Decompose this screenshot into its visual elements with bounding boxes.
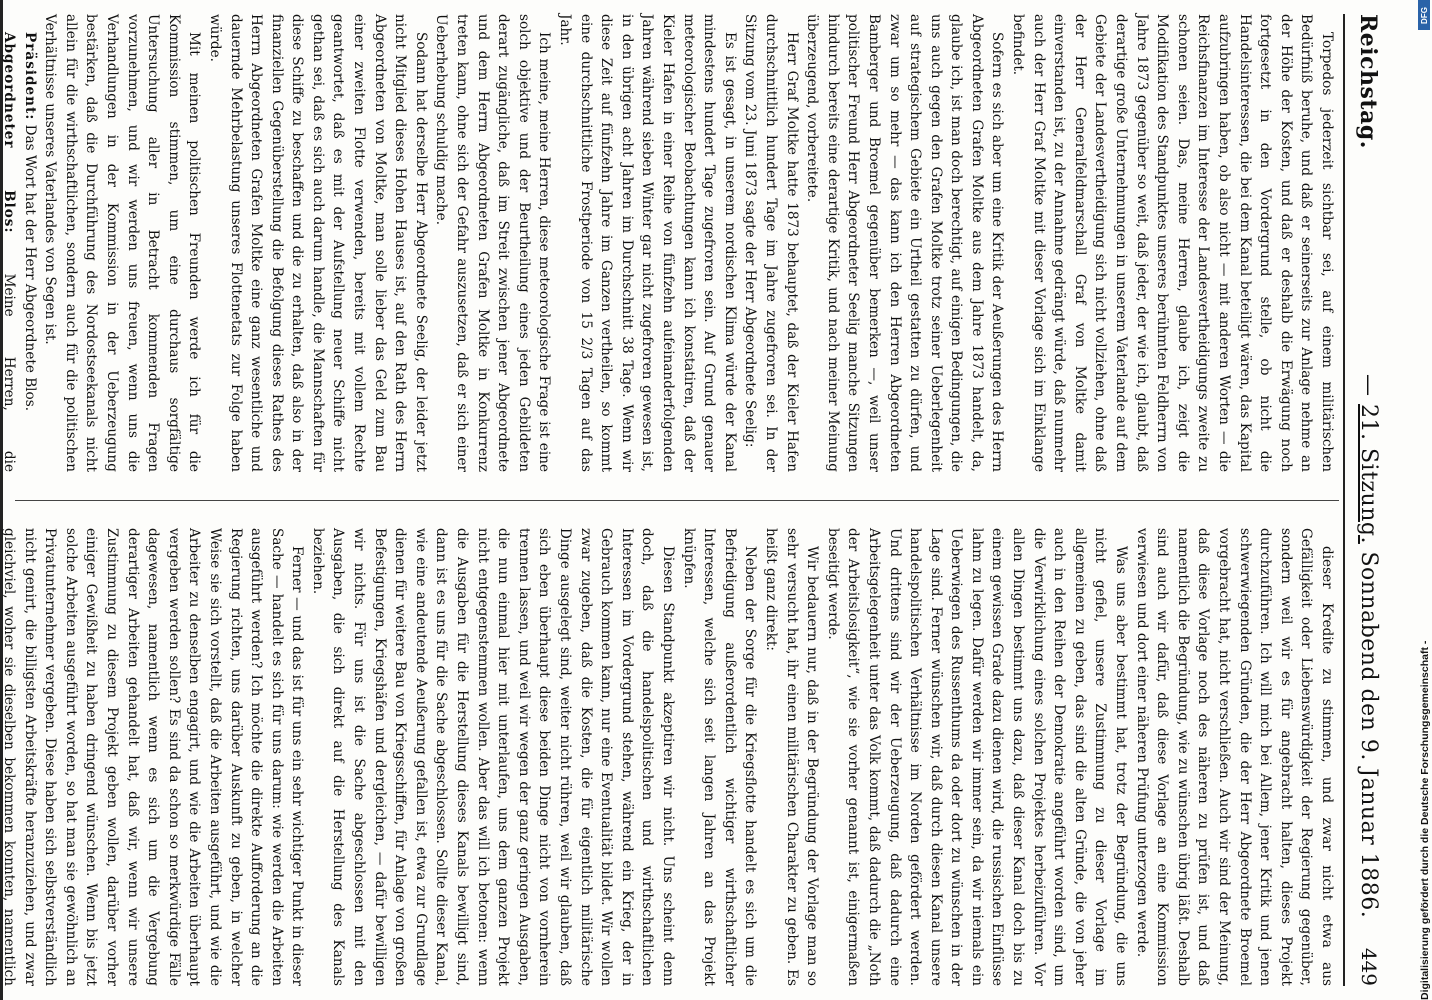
paragraph: Diesen Standpunkt akzeptiren wir nicht. Uns scheint denn doch, daß die handelspolitischen und wirthschaftlichen Interessen im Vordergrund stehen, während ein Krieg, der in Gebrauch kommen kann, nur eine Eventualität bildet. Wir wollen zwar zugeben, daß die Kosten, die für eigentlich militärische Dinge ausgelegt sind, weiter nicht rühren, weil wir glauben, daß sich eben überhaupt diese beiden Dinge nicht von vornherein trennen lassen, und weil wir wegen der ganz geringen Ausgaben, die nun einmal hier mit unterlaufen, uns dem ganzen Projekt nicht entgegenstemmen wollen. Aber das will ich betonen: wenn die Ausgaben für die Herstellung dieses Kanals bewilligt sind, dann ist es uns für die Sache abgeschlossen. Sollte dieser Kanal, wie eine andeutende Aeußerung gefallen ist, etwa zur Grundlage dienen für weitere Bau von Kriegsschiffen, für Anlage von großen Befestigungen, Kriegshäfen und dergleichen, — dafür bewilligen wir nichts. Für uns ist die Sache abgeschlossen mit den Ausgaben, die sich direkt auf die Herstellung des Kanals beziehen. — [309, 528, 676, 986]
quotation: Es ist gesagt, in unserem nordischen Klima würde der Kanal mindestens hundert Tage zugefroren sein. Auf Grund genauer meteorologischer Beobachtungen kann ich konstatiren, daß der Kieler Hafen in einer Reihe von fünfzehn aufeinanderfolgenden Jahren während sieben Winter gar nicht zugefroren gewesen ist, in den übrigen acht Jahren im Durchschnitt 38 Tage. Wenn wir diese Zeit auf fünfzehn Jahre im Ganzen vertheilen, so kommt eine durchschnittliche Frostperiode von 15 2/3 Tagen auf das Jahr. — [557, 14, 738, 472]
dfg-logo-icon — [1418, 0, 1430, 30]
header-session — [1356, 374, 1381, 918]
header-session-number: 21. Sitzung. — [1356, 404, 1381, 544]
blos-statement — [0, 14, 19, 472]
speaker-label: Präsident: — [21, 32, 38, 121]
paragraph: Sofern es sich aber um eine Kritik der Aeußerungen des Herrn Abgeordneten Grafen Moltke aus dem Jahre 1873 handelt, da, glaube ich, ist man doch berechtigt, auf einigen Bedingungen, die uns auch gegen den Grafen Moltke trotz seiner Ueberlegenheit auf strategischem Gebiete ein Urtheil gestatten zu dürfen, und zwar um so mehr — das kann ich den Herren Abgeordneten Bamberger und Broemel gegenüber bemerken —, weil unser politischer Freund Herr Abgeordneter Seelig manche Sitzungen hindurch bereits eine derartige Kritik, und nach meiner Meinung überzeugend, vorbereitete. — [804, 14, 1006, 472]
paragraph: Mit meinen politischen Freunden werde ich für die Kommission stimmen, um eine durchaus sorgfältige Untersuchung aller in Betracht kommenden Fragen vorzunehmen, und wir werden uns freuen, wenn uns die Verhandlungen in der Kommission in der Ueberzeugung bestärken, daß die Durchführung des Nordostseekanals nicht allein für die wirthschaftlichen, sondern auch für die politischen Verhältnisse unseres Vaterlandes von Segen ist. — [42, 14, 203, 472]
speaker-label: Abgeordneter Blos: — [1, 32, 17, 234]
quotation: Neben der Sorge für die Kriegsflotte handelt es sich um die Befriedigung außerordentlich wichtiger wirthschaftlicher Interessen, welche sich seit langen Jahren an das Projekt knüpfen. — [680, 528, 759, 986]
paragraph: Ich meine, meine Herren, diese meteorologische Frage ist eine solch objektive und der Beurtheilung eines jeden Gebildeten derart zugängliche, daß im Streit zwischen jener Abgeordnete und dem Herrn Abgeordneten Grafen Moltke in Konkurrenz treten kann, ohne sich der Gefahr auszusetzen, daß er sich einer Ueberhebung schuldig mache. — [433, 14, 553, 472]
page-header — [1343, 14, 1385, 986]
column-divider — [15, 500, 1339, 501]
header-publication: Reichstag. — [1355, 14, 1381, 149]
paragraph: Wir bedauern nur, daß in der Begründung der Vorlage man so sehr versucht hat, ihr einen militärischen Charakter zu geben. Es heißt ganz direkt: — [762, 528, 821, 986]
page-number: 449 — [1357, 947, 1381, 986]
paragraph: Was uns aber bestimmt hat, trotz der Begründung, die uns nicht gefiel, unsere Zustimmung zu dieser Vorlage im allgemeinen zu geben, das sind die alten Gründe, die von jeher auch in den Reihen der Demokratie angeführt worden sind, um die Verwirklichung eines solchen Projektes herbeizuführen. Vor allen Dingen bestimmt uns dazu, daß dieser Kanal doch bis zu einem gewissen Grade dazu dienen wird, die russischen Einflüsse lahm zu legen. Dafür werden wir immer sein, da wir niemals ein Ueberwiegen des Russenthums da oder dort zu wünschen in der Lage sind. Ferner wünschen wir, daß durch diesen Kanal unsere handelspolitischen Verhältnisse im Norden gefördert werden. Und drittens sind wir der Ueberzeugung, daß dadurch eine Arbeitsgelegenheit unter das Volk kommt, daß dadurch die „Noth der Arbeitslosigkeit“, wie sie vorher genannt ist, einigermaßen beseitigt werde. — [824, 528, 1130, 986]
left-column — [1, 14, 1337, 472]
header-date: Sonnabend den 9. Januar 1886. — [1356, 551, 1381, 919]
paragraph: Torpedos jederzeit sichtbar sei, auf einem militärischen Bedürfniß beruhe, und daß er seinerseits zur Anlage nehme an der Höhe der Kosten, und daß er deshalb die Erwägung noch fortgesetzt in den Vordergrund stelle, ob nicht die Handelsinteressen, die bei dem Kanal beteiligt wären, das Kapital aufzubringen haben, ob also nicht — mit anderen Worten — die Reichsfinanzen im Interesse der Landesvertheidigungs zweite zu schonen seien. Das, meine Herren, glaube ich, zeigt die Modifikation des Standpunktes unseres berühmten Feldherrn von Jahre 1873 gegenüber so weit, daß jeder, der wie ich, glaubt, daß derartige große Unternehmungen in unserem Vaterlande auf dem Gebiete der Landesvertheidigung sich nicht vollziehen, ohne daß der Herr Generalfeldmarschall Graf von Moltke damit einverstanden ist, zu der Annahme gedrängt würde, daß nunmehr auch der Herr Graf Moltke mit dieser Vorlage sich im Einklange befindet. — [1010, 14, 1335, 472]
president-statement — [19, 14, 40, 472]
paragraph: Herr Graf Moltke hatte 1873 behauptet, daß der Kieler Hafen durchschnittlich hundert Tage im Jahre zugefroren sei. In der Sitzung vom 23. Juni 1873 sagte der Herr Abgeordnete Seelig: — [742, 14, 800, 472]
right-column — [1, 528, 1337, 986]
speaker-text: Meine Herren, die — [1, 273, 17, 472]
dfg-logo-text: DFG — [1419, 6, 1429, 24]
speaker-text: Das Wort hat der Herr Abgeordnete Blos. — [21, 124, 38, 412]
paragraph: Sodann hat derselbe Herr Abgeordnete Seelig, der leider jetzt nicht Mitglied dieses Hohen Hauses ist, auf den Rath des Herrn Abgeordneten von Moltke, man solle lieber das Geld zum Bau einer zweiten Flotte verwenden, bereits mit vollem Rechte geantwortet, daß es mit der Aufstellung neuer Schiffe nicht gethan sei, daß es sich auch darum handle, die Mannschaften für diese Schiffe zu beschaffen und die zu erhalten, daß also in der finanziellen Gegenüberstellung die Befolgung dieses Rathes des Herrn Abgeordneten Grafen Moltke eine ganz wesentliche und dauernde Mehrbelastung unseres Flottenetats zur Folge haben würde. — [206, 14, 429, 472]
paragraph: Ferner — und das ist für uns ein sehr wichtiger Punkt in dieser Sache — handelt es sich für uns darum: wie werden die Arbeiten ausgeführt werden? Ich möchte die direkte Aufforderung an die Regierung richten, uns darüber Auskunft zu geben, in welcher Weise sie sich vorstellt, daß die Arbeiten ausgeführt, und wie die Arbeiter zu denselben engagirt, und wie die Arbeiten überhaupt vergeben werden sollen? Es sind da schon so merkwürdige Fälle dagewesen, namentlich wenn es sich um die Vergebung derartiger Arbeiten gehandelt hat, daß wir, wenn wir unsere Zustimmung zu diesem Projekt geben wollen, darüber vorher einiger Gewißheit zu haben dringend wünschen. Wenn bis jetzt solche Arbeiten ausgeführt worden, so hat man sie gewöhnlich an Privatunternehmer vergeben. Diese haben sich selbstverständlich nicht genirt, die billigsten Arbeitskräfte heranzuziehen, und zwar gleichviel, woher sie dieselben bekommen konnten, namentlich — [1, 528, 306, 986]
dfg-notice: Digitalisierung gefördert durch die Deutsche Forschungsgemeinschaft - — [1419, 640, 1431, 1000]
header-dash: — — [1356, 374, 1381, 397]
paragraph: dieser Kredite zu stimmen, und zwar nicht etwa aus Gefälligkeit oder Liebenswürdigkeit der Regierung gegenüber, sondern weil wir es für angebracht halten, dieses Projekt durchzuführen. Ich will mich bei Allem, jener Kritik und jenen schwerwiegenden Gründen, die der Herr Abgeordnete Broemel vorgebracht hat, nicht verschließen. Auch wir sind der Meinung, daß diese Vorlage noch des näheren zu prüfen ist, und daß namentlich die Begründung, wie zu wünschen übrig läßt. Deshalb sind auch wir dafür, daß diese Vorlage an eine Kommission verwiesen und dort einer näheren Prüfung unterzogen werde. — [1133, 528, 1335, 986]
